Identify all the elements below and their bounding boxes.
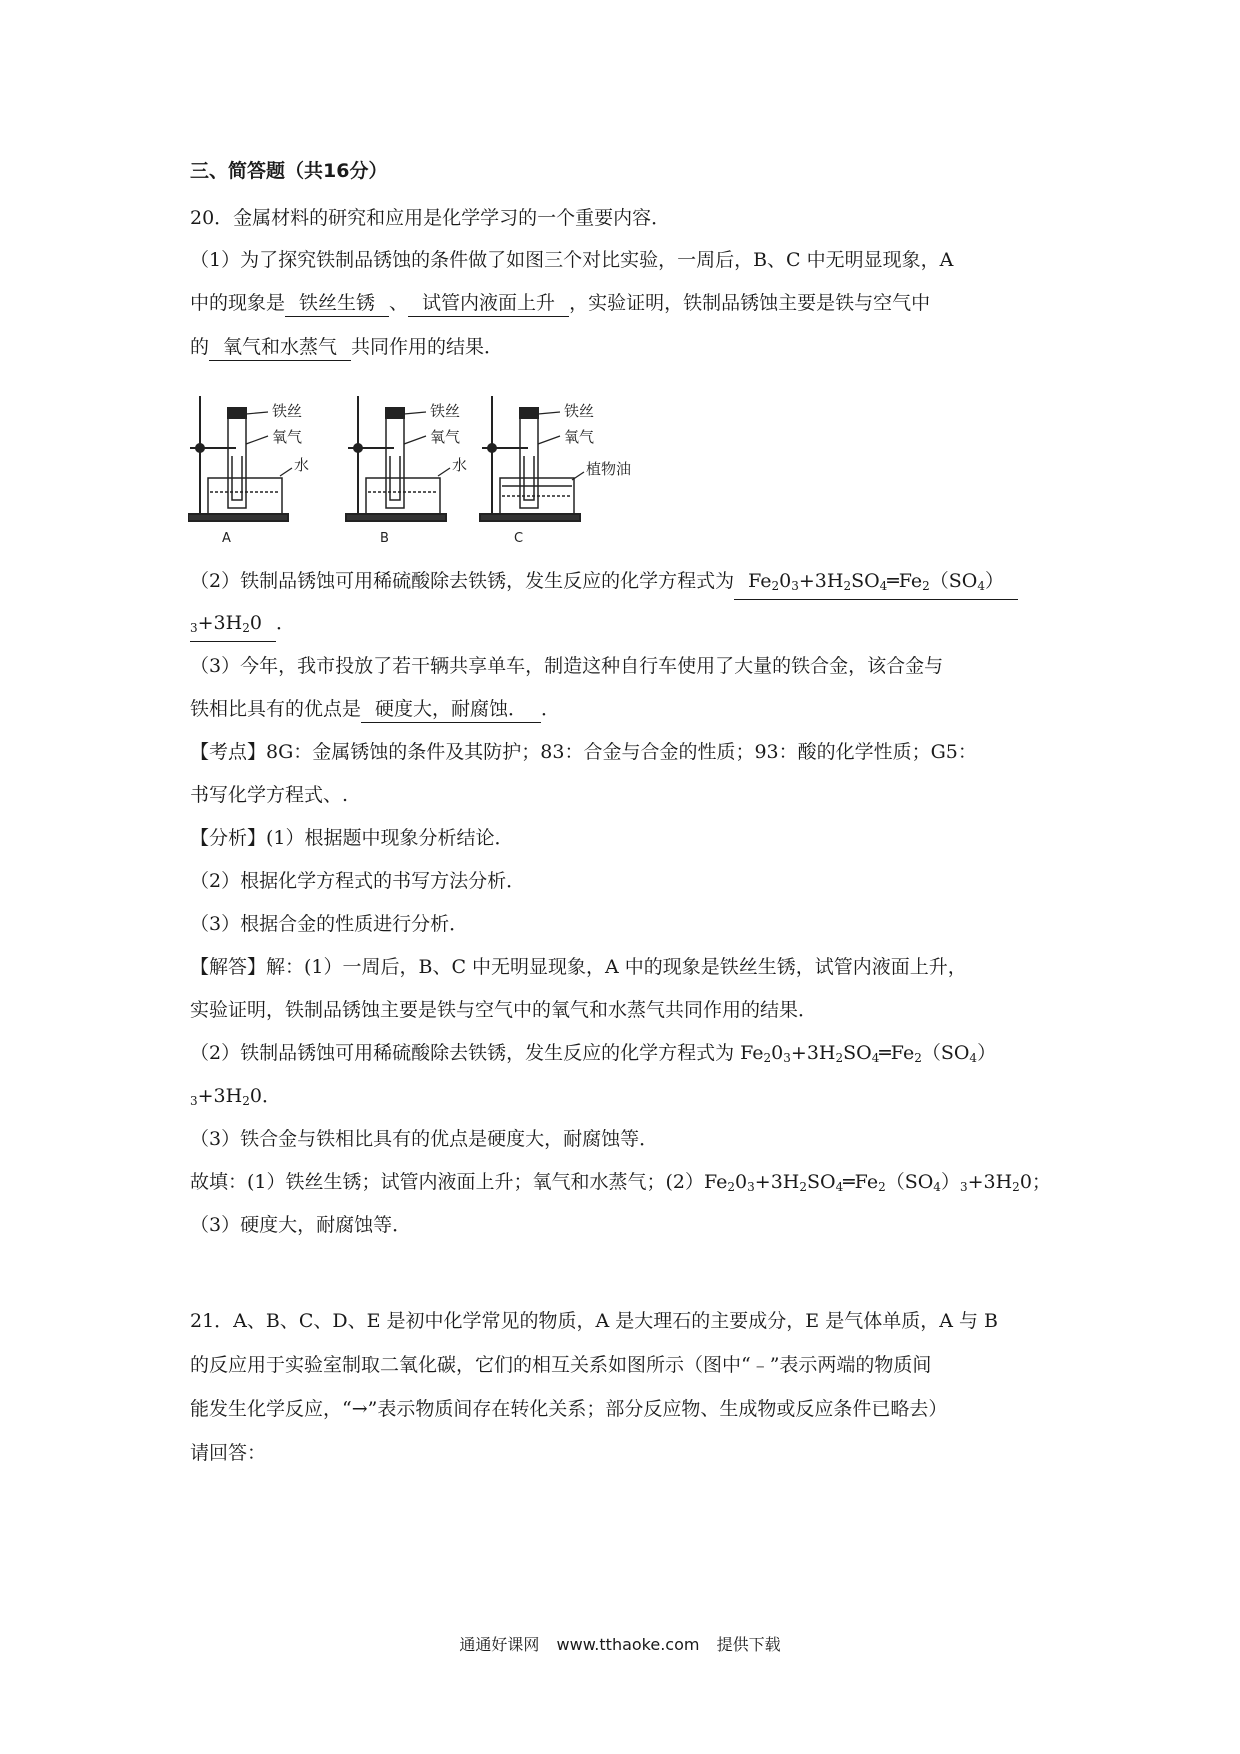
- label-a-oxygen: 氧气: [272, 428, 303, 446]
- caption-b: B: [380, 531, 389, 546]
- text: 铁相比具有的优点是: [190, 698, 362, 720]
- label-c-vegetable-oil: 植物油: [586, 460, 632, 478]
- footer-url[interactable]: www.tthaoke.com: [556, 1635, 700, 1654]
- q20-part1-line3: [190, 332, 503, 362]
- jieda-line3: （2）铁制品锈蚀可用稀硫酸除去铁锈，发生反应的化学方程式为 $Fe_20_3+3H_2SO_4═Fe_2(SO_4)$: [190, 1042, 997, 1065]
- text: 共同作用的结果．: [351, 336, 504, 358]
- guti-line1: 故填：(1）铁丝生锈；试管内液面上升；氧气和水蒸气；$(2)Fe_20_3+3H_2SO_4═Fe_2(SO_4)_3+3H_20$；: [190, 1171, 1051, 1194]
- q20-part3-line2: [190, 694, 560, 724]
- section-heading: 三、简答题（共16分）: [190, 160, 388, 182]
- q20-intro: 20．金属材料的研究和应用是化学学习的一个重要内容．: [190, 207, 671, 229]
- text: ．: [541, 698, 561, 720]
- guti-line2: （3）硬度大，耐腐蚀等．: [190, 1214, 412, 1236]
- label-b-water: 水: [452, 456, 468, 474]
- label-b-oxygen: 氧气: [430, 428, 461, 446]
- page-footer: [0, 1632, 1240, 1655]
- q21-line2: 的反应用于实验室制取二氧化碳，它们的相互关系如图所示（图中“﹣”表示两端的物质间: [190, 1354, 932, 1376]
- label-a-iron-wire: 铁丝: [272, 402, 303, 420]
- text: 、: [389, 292, 409, 314]
- text: 的: [190, 336, 210, 358]
- label-c-iron-wire: 铁丝: [564, 402, 595, 420]
- q20-part1-line2: [190, 288, 930, 318]
- answer-blank-b: 试管内液面上升: [408, 290, 569, 317]
- kaodian-line2: 书写化学方程式、.: [190, 784, 349, 806]
- label-c-oxygen: 氧气: [564, 428, 595, 446]
- q21-line4: 请回答：: [190, 1442, 267, 1464]
- answer-blank-equation-start: $Fe_20_3+3H_2SO_4═Fe_2(SO_4)$: [734, 568, 1018, 600]
- kaodian-line1: 【考点】8G：金属锈蚀的条件及其防护；83：合金与合金的性质；93：酸的化学性质；G5：: [190, 741, 977, 763]
- label-b-iron-wire: 铁丝: [430, 402, 461, 420]
- q20-part3-line1: （3）今年，我市投放了若干辆共享单车，制造这种自行车使用了大量的铁合金，该合金与: [190, 655, 944, 677]
- experiment-figure: [188, 396, 728, 548]
- jieda-line2: 实验证明，铁制品锈蚀主要是铁与空气中的氧气和水蒸气共同作用的结果．: [190, 999, 818, 1021]
- caption-a: A: [222, 531, 231, 546]
- q20-part1-line1: （1）为了探究铁制品锈蚀的条件做了如图三个对比实验，一周后，B、C 中无明显现象，A: [190, 249, 954, 271]
- text: 中的现象是: [190, 292, 286, 314]
- q20-part2-line2: [190, 608, 295, 642]
- text: ，实验证明，铁制品锈蚀主要是铁与空气中: [569, 292, 931, 314]
- q20-part2-line1: [190, 566, 1018, 600]
- footer-action: 提供下载: [716, 1635, 781, 1654]
- footer-site-name: 通通好课网: [459, 1635, 540, 1654]
- answer-blank-a: 铁丝生锈: [285, 290, 389, 317]
- label-a-water: 水: [294, 456, 310, 474]
- fenxi-line2: （2）根据化学方程式的书写方法分析．: [190, 870, 526, 892]
- answer-blank-c: 氧气和水蒸气: [209, 334, 351, 361]
- answer-blank-d: 硬度大，耐腐蚀．: [361, 696, 541, 723]
- q21-line1: 21．A、B、C、D、E 是初中化学常见的物质，A 是大理石的主要成分，E 是气体单质，A 与 B: [190, 1310, 998, 1332]
- q21-line3: 能发生化学反应，“→”表示物质间存在转化关系；部分反应物、生成物或反应条件已略去）: [190, 1398, 948, 1420]
- jieda-line5: （3）铁合金与铁相比具有的优点是硬度大，耐腐蚀等．: [190, 1128, 659, 1150]
- caption-c: C: [514, 531, 524, 546]
- text: ．: [275, 612, 295, 634]
- jieda-line1: 【解答】解：(1）一周后，B、C 中无明显现象，A 中的现象是铁丝生锈，试管内液面上升，: [190, 956, 967, 978]
- jieda-line4: $_3+3H_20$．: [190, 1085, 281, 1108]
- answer-blank-equation-end: $_3+3H_20$: [190, 610, 276, 642]
- fenxi-line3: （3）根据合金的性质进行分析．: [190, 913, 469, 935]
- text: （2）铁制品锈蚀可用稀硫酸除去铁锈，发生反应的化学方程式为: [190, 570, 735, 592]
- fenxi-line1: 【分析】(1）根据题中现象分析结论．: [190, 827, 514, 849]
